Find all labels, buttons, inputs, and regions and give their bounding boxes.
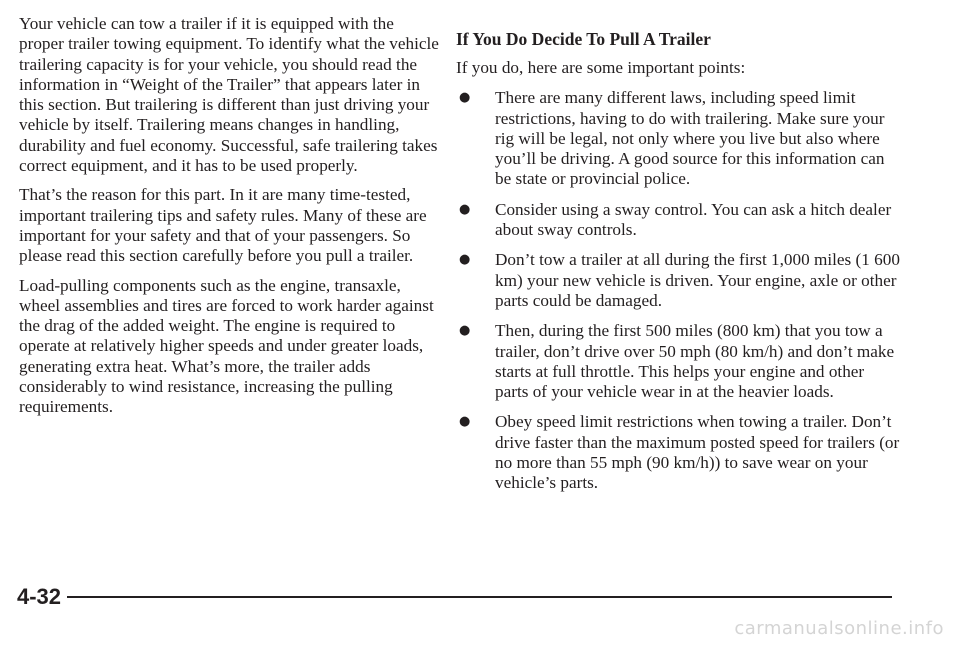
page-number: 4-32 — [17, 584, 62, 609]
bullet-text: There are many different laws, including speed limit restrictions, having to do with trailering. Make sure your rig will be legal, not only where you live but also where you’ll be driving. A good source for this information can be state or provincial police. — [495, 88, 885, 189]
bullet-icon: ● — [459, 323, 471, 339]
bullet-list — [456, 88, 901, 493]
bullet-item-first-1000-miles — [456, 250, 901, 311]
bullet-item-first-500-miles — [456, 321, 901, 402]
bullet-text: Then, during the first 500 miles (800 km) that you tow a trailer, don’t drive over 50 mph (80 km/h) and don’t make starts at full throttle. This helps your engine and other parts of your vehicle wear in at the heavier loads. — [495, 321, 895, 402]
section-heading: If You Do Decide To Pull A Trailer — [456, 29, 711, 49]
footer-rule — [67, 596, 892, 598]
section-intro: If you do, here are some important points: — [456, 58, 746, 77]
right-column — [456, 14, 901, 504]
bullet-icon: ● — [459, 201, 471, 217]
bullet-text: Obey speed limit restrictions when towing a trailer. Don’t drive faster than the maximum posted speed for trailers (or no more than 55 mph (90 km/h)) to save wear on your vehicle’s parts. — [495, 412, 900, 493]
bullet-item-laws — [456, 88, 901, 189]
bullet-icon: ● — [459, 414, 471, 430]
left-column — [19, 14, 439, 427]
paragraph-towing-capability: Your vehicle can tow a trailer if it is equipped with the proper trailer towing equipment. To identify what the vehicle trailering capacity is for your vehicle, you should read the information in “Weight of the Trailer” that appears later in this section. But trailering is different than just driving your vehicle by itself. Trailering means changes in handling, durability and fuel economy. Successful, safe trailering takes correct equipment, and it has to be used properly. — [19, 14, 439, 176]
bullet-icon: ● — [459, 252, 471, 268]
bullet-item-speed-limits — [456, 412, 901, 493]
page-footer — [17, 584, 892, 610]
bullet-icon: ● — [459, 90, 471, 106]
bullet-text: Consider using a sway control. You can ask a hitch dealer about sway controls. — [495, 199, 892, 240]
bullet-text: Don’t tow a trailer at all during the first 1,000 miles (1 600 km) your new vehicle is driven. Your engine, axle or other parts could be damaged. — [495, 250, 900, 310]
paragraph-load-pulling-components: Load-pulling components such as the engine, transaxle, wheel assemblies and tires are forced to work harder against the drag of the added weight. The engine is required to operate at relatively higher speeds and under greater loads, generating extra heat. What’s more, the trailer adds considerably to wind resistance, increasing the pulling requirements. — [19, 275, 434, 417]
paragraph-tips-and-safety: That’s the reason for this part. In it are many time-tested, important trailering tips and safety rules. Many of these are important for your safety and that of your passengers. So please read this section carefully before you pull a trailer. — [19, 185, 427, 266]
bullet-item-sway-control — [456, 200, 901, 241]
watermark: carmanualsonline.info — [734, 618, 944, 639]
